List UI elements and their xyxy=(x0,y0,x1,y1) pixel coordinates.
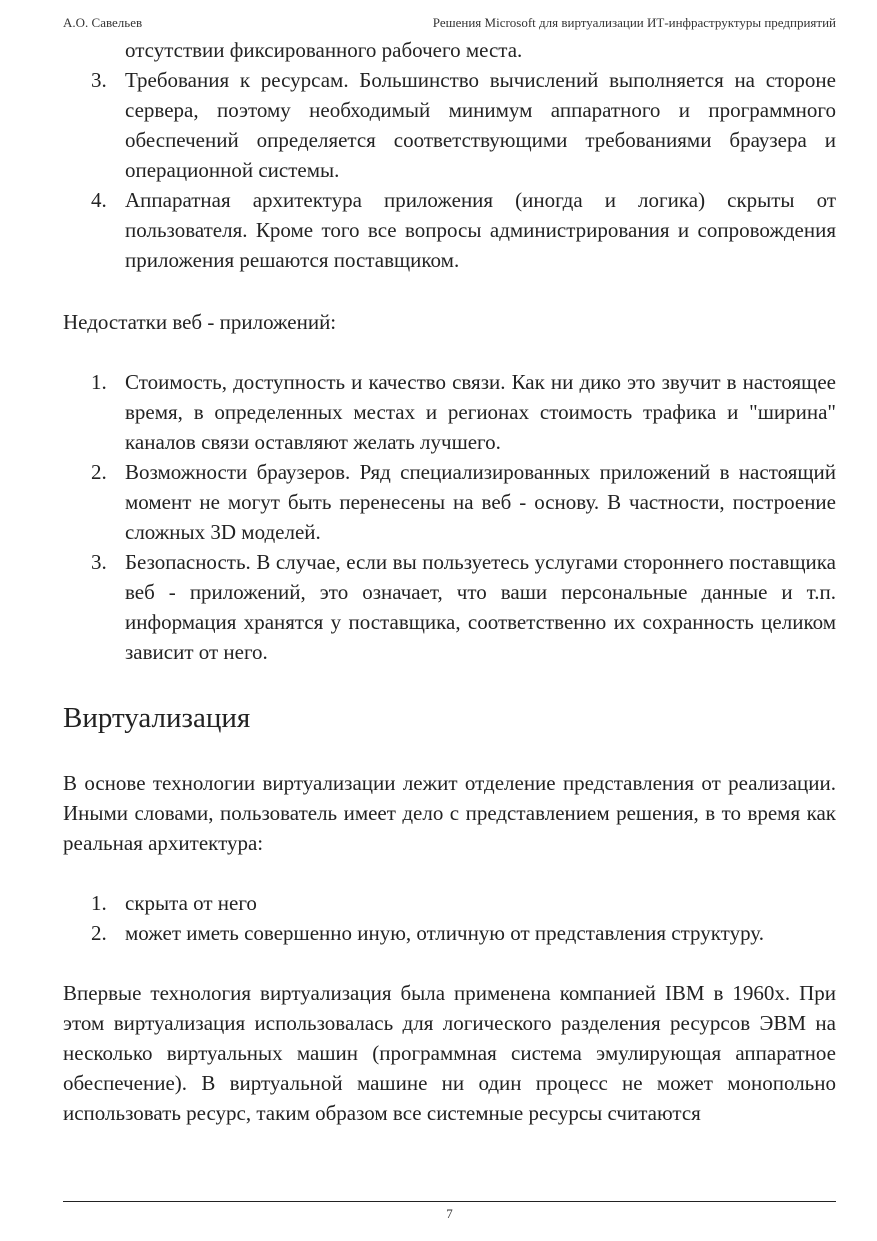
list-item-number: 4. xyxy=(91,188,107,212)
list-item-text: скрыта от него xyxy=(125,891,257,915)
list-item-text: может иметь совершенно иную, отличную от представления структуру. xyxy=(125,921,764,945)
list-item-number: 1. xyxy=(91,370,107,394)
list-item-number: 1. xyxy=(91,891,107,915)
running-header xyxy=(63,15,836,35)
header-book-title: Решения Microsoft для виртуализации ИТ-инфраструктуры предприятий xyxy=(432,15,836,30)
list-item xyxy=(63,888,836,918)
list-item-text: Стоимость, доступность и качество связи. Как ни дико это звучит в настоящее время, в определенных местах и регионах стоимость трафика и "ширина" каналов связи оставляют желать лучшего. xyxy=(125,370,836,454)
continued-list-item-text: отсутствии фиксированного рабочего места. xyxy=(125,38,523,62)
list-item xyxy=(63,367,836,457)
advantages-list xyxy=(63,65,836,275)
list-item xyxy=(63,185,836,275)
footer-divider xyxy=(63,1201,836,1202)
disadvantages-list xyxy=(63,367,836,667)
list-item xyxy=(63,457,836,547)
virtualization-list xyxy=(63,888,836,948)
page-content xyxy=(63,35,836,1128)
list-item-number: 2. xyxy=(91,921,107,945)
list-item xyxy=(63,918,836,948)
section-title: Виртуализация xyxy=(63,702,251,734)
page-number: 7 xyxy=(446,1206,453,1221)
list-item xyxy=(63,547,836,667)
list-item-number: 3. xyxy=(91,550,107,574)
list-item-text: Безопасность. В случае, если вы пользуетесь услугами стороннего поставщика веб - приложений, это означает, что ваши персональные данные и т.п. информация хранятся у поставщика, соответственно их сохранность целиком зависит от него. xyxy=(125,550,836,664)
list-item-number: 2. xyxy=(91,460,107,484)
disadvantages-heading: Недостатки веб - приложений: xyxy=(63,310,337,334)
list-item xyxy=(63,65,836,185)
list-item-text: Требования к ресурсам. Большинство вычислений выполняется на стороне сервера, поэтому необходимый минимум аппаратного и программного обеспечений определяется соответствующими требованиями браузера и операционной системы. xyxy=(125,68,836,182)
list-item-number: 3. xyxy=(91,68,107,92)
list-item-text: Аппаратная архитектура приложения (иногда и логика) скрыты от пользователя. Кроме того все вопросы администрирования и сопровождения приложения решаются поставщиком. xyxy=(125,188,836,272)
header-author: А.О. Савельев xyxy=(63,15,143,30)
history-paragraph: Впервые технология виртуализация была применена компанией IBM в 1960х. При этом виртуализация использовалась для логического разделения ресурсов ЭВМ на несколько виртуальных машин (программная система эмулирующая аппаратное обеспечение). В виртуальной машине ни один процесс не может монопольно использовать ресурс, таким образом все системные ресурсы считаются xyxy=(63,981,836,1125)
virtualization-intro-paragraph: В основе технологии виртуализации лежит отделение представления от реализации. Иными словами, пользователь имеет дело с представлением решения, в то время как реальная архитектура: xyxy=(63,771,836,855)
list-item-text: Возможности браузеров. Ряд специализированных приложений в настоящий момент не могут быть перенесены на веб - основу. В частности, построение сложных 3D моделей. xyxy=(125,460,836,544)
